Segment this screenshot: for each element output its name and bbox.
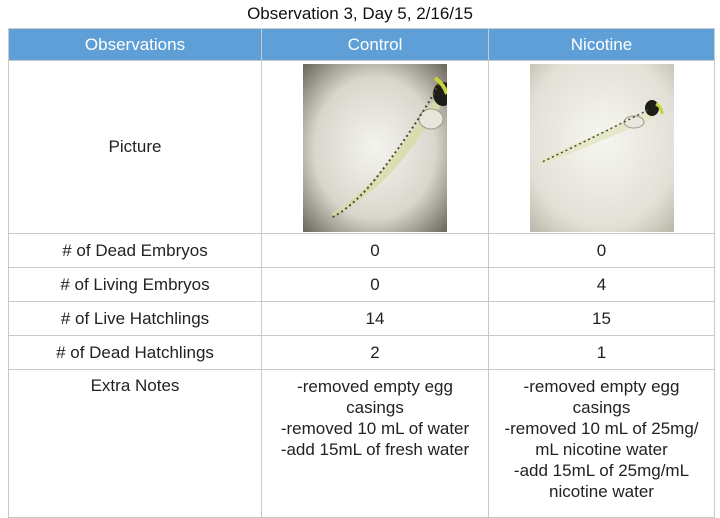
control-value: 2 xyxy=(262,336,489,370)
table-row xyxy=(9,234,715,268)
nicotine-value: 0 xyxy=(489,234,715,268)
control-value: 14 xyxy=(262,302,489,336)
header-nicotine: Nicotine xyxy=(489,29,715,61)
row-label: # of Dead Hatchlings xyxy=(9,336,262,370)
table-row xyxy=(9,336,715,370)
notes-label: Extra Notes xyxy=(9,370,262,518)
control-value: 0 xyxy=(262,234,489,268)
nicotine-notes: -removed empty egg casings -removed 10 mL of 25mg/ mL nicotine water -add 15mL of 25mg/mL nicotine water xyxy=(504,377,699,501)
page-title: Observation 3, Day 5, 2/16/15 xyxy=(247,4,473,23)
nicotine-value: 1 xyxy=(489,336,715,370)
control-notes: -removed empty egg casings -removed 10 mL of water -add 15mL of fresh water xyxy=(280,377,470,459)
control-value: 0 xyxy=(262,268,489,302)
row-label: # of Dead Embryos xyxy=(9,234,262,268)
control-notes-cell xyxy=(262,370,489,518)
row-label: # of Live Hatchlings xyxy=(9,302,262,336)
observation-table xyxy=(8,28,715,518)
nicotine-zebrafish-photo xyxy=(530,64,674,232)
nicotine-value: 4 xyxy=(489,268,715,302)
table-row xyxy=(9,268,715,302)
control-zebrafish-photo xyxy=(303,64,447,232)
control-picture-cell xyxy=(262,61,489,234)
header-control: Control xyxy=(262,29,489,61)
notes-row xyxy=(9,370,715,518)
nicotine-value: 15 xyxy=(489,302,715,336)
table-row xyxy=(9,302,715,336)
picture-label: Picture xyxy=(9,61,262,234)
nicotine-picture-cell xyxy=(489,61,715,234)
picture-row xyxy=(9,61,715,234)
nicotine-notes-cell xyxy=(489,370,715,518)
header-row xyxy=(9,29,715,61)
header-observations: Observations xyxy=(9,29,262,61)
row-label: # of Living Embryos xyxy=(9,268,262,302)
